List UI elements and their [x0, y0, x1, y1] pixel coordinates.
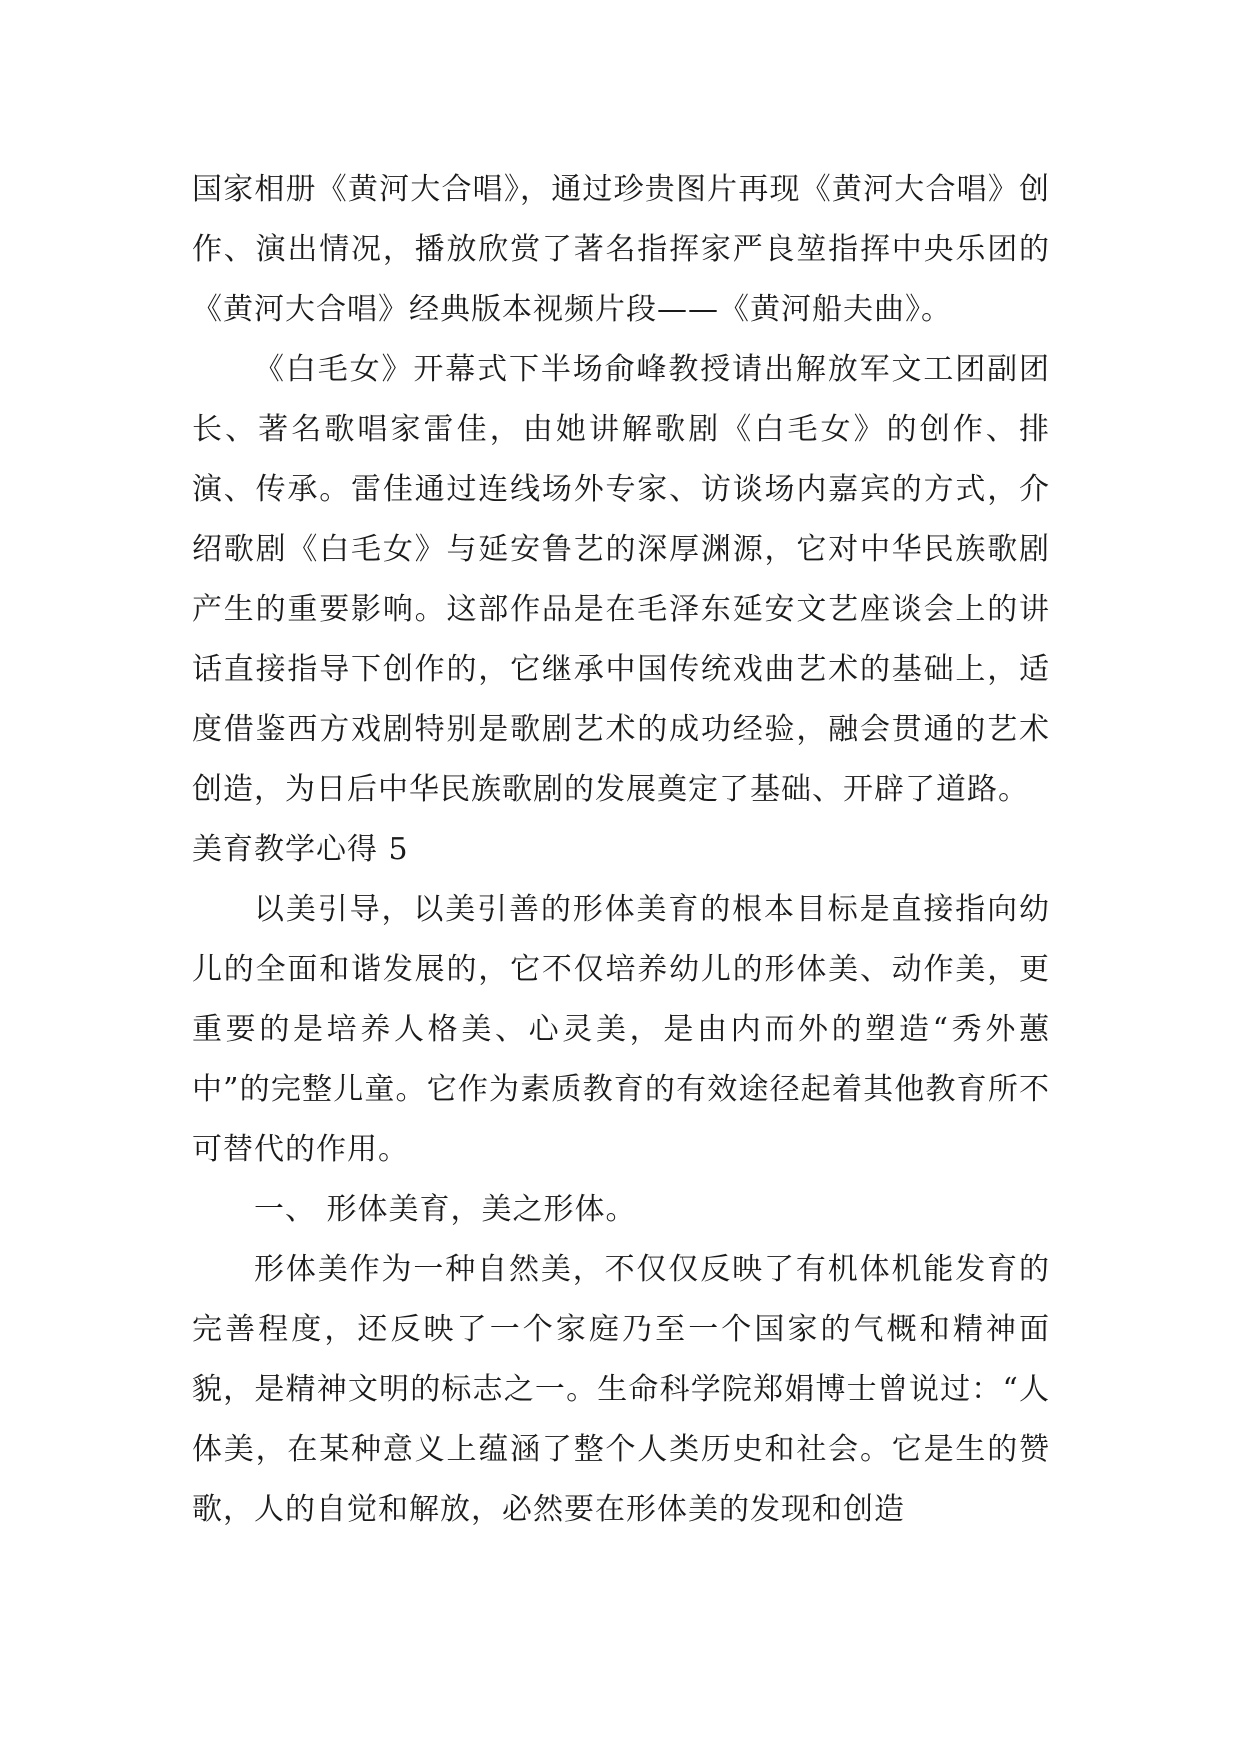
paragraph-white-haired-girl: 《白毛女》开幕式下半场俞峰教授请出解放军文工团副团长、著名歌唱家雷佳，由她讲解歌剧《白毛女》的创作、排演、传承。雷佳通过连线场外专家、访谈场内嘉宾的方式，介绍歌剧《白毛女》与延安鲁艺的深厚渊源，它对中华民族歌剧产生的重要影响。这部作品是在毛泽东延安文艺座谈会上的讲话直接指导下创作的，它继承中国传统戏曲艺术的基础上，适度借鉴西方戏剧特别是歌剧艺术的成功经验，融会贯通的艺术创造，为日后中华民族歌剧的发展奠定了基础、开辟了道路。 [192, 352, 1050, 807]
paragraph-yellow-river: 国家相册《黄河大合唱》，通过珍贵图片再现《黄河大合唱》创作、演出情况，播放欣赏了著名指挥家严良堃指挥中央乐团的《黄河大合唱》经典版本视频片段——《黄河船夫曲》。 [192, 172, 1050, 327]
document-page [192, 160, 1050, 1540]
paragraph-aesthetic-goal: 以美引导，以美引善的形体美育的根本目标是直接指向幼儿的全面和谐发展的，它不仅培养幼儿的形体美、动作美，更重要的是培养人格美、心灵美，是由内而外的塑造“秀外蕙中”的完整儿童。它作为素质教育的有效途径起着其他教育所不可替代的作用。 [192, 892, 1050, 1167]
paragraph-body-beauty: 形体美作为一种自然美，不仅仅反映了有机体机能发育的完善程度，还反映了一个家庭乃至一个国家的气概和精神面貌，是精神文明的标志之一。生命科学院郑娟博士曾说过：“人体美，在某种意义上蕴涵了整个人类历史和社会。它是生的赞歌，人的自觉和解放，必然要在形体美的发现和创造 [192, 1252, 1050, 1527]
subsection-heading: 一、 形体美育，美之形体。 [254, 1192, 637, 1227]
section-heading: 美育教学心得 5 [192, 832, 409, 867]
